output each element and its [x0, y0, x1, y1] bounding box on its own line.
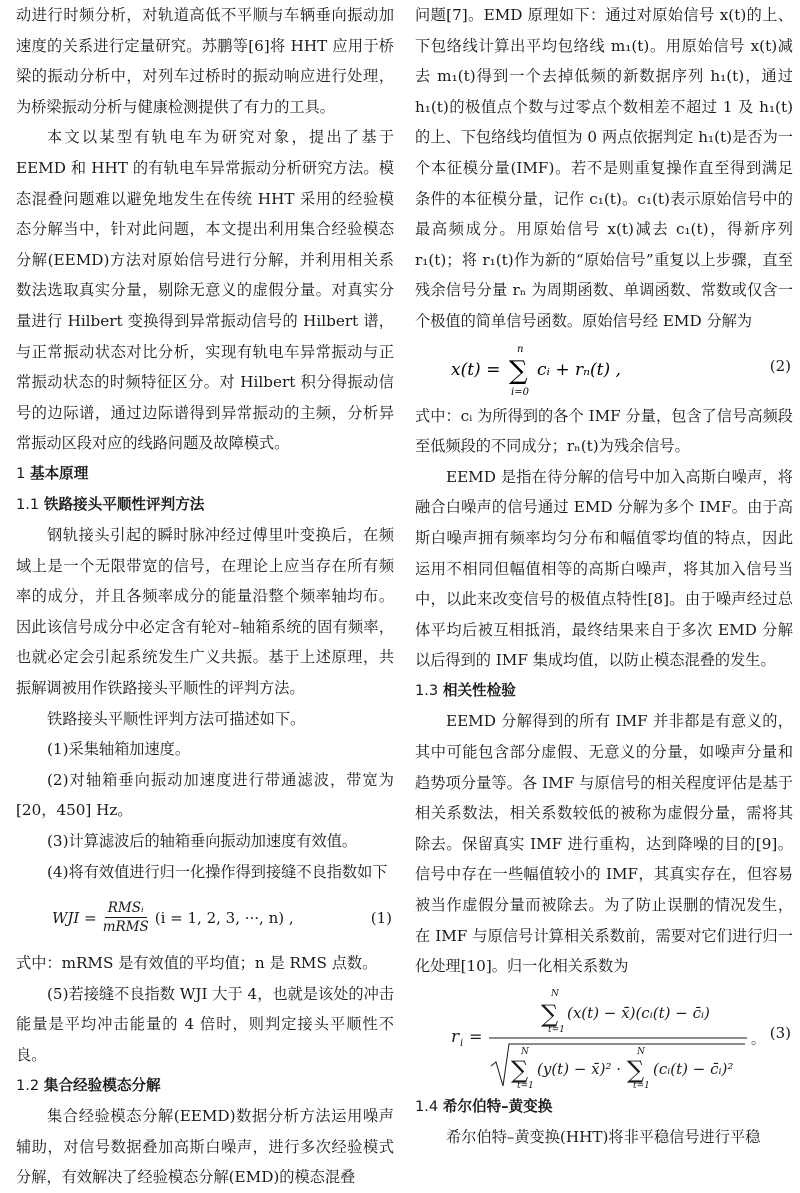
subsection-title: 希尔伯特–黄变换	[442, 1097, 553, 1115]
svg-text:t=1: t=1	[517, 1080, 534, 1091]
equation-2	[415, 337, 793, 401]
equation-2-sum-upper: n	[517, 343, 524, 355]
equation-2-lhs: x(t) =	[451, 359, 501, 380]
svg-text:N: N	[551, 988, 559, 999]
svg-text:t=1: t=1	[548, 1024, 565, 1035]
equation-2-body: cᵢ + rₙ(t) ,	[537, 359, 621, 380]
equation-2-number: (2)	[769, 356, 791, 375]
subsection-number: 1.3	[415, 681, 439, 699]
section-heading-1	[16, 459, 394, 490]
equation-2-sigma: ∑	[509, 355, 528, 386]
section-heading-1-1	[16, 490, 394, 521]
left-column	[16, 0, 394, 1193]
list-item-3: (3)计算滤波后的轴箱垂向振动加速度有效值。	[47, 832, 358, 851]
equation-1	[16, 887, 394, 948]
equation-1-numerator: RMSᵢ	[105, 900, 147, 918]
subsection-title: 集合经验模态分解	[43, 1076, 161, 1094]
subsection-title: 铁路接头平顺性评判方法	[43, 495, 205, 513]
equation-1-fraction	[100, 900, 152, 935]
equation-1-denominator: mRMS	[102, 919, 149, 936]
svg-text:N: N	[637, 1046, 645, 1057]
equation-3-number: (3)	[769, 1023, 791, 1042]
equation-3-graphic	[451, 982, 765, 1092]
paragraph-correlation-test: EEMD 分解得到的所有 IMF 并非都是有意义的，其中可能包含部分虚假、无意义的分量，如噪声分量和趋势项分量等。各 IMF 与原信号的相关程度评估是基于相关系数法，相关系数较低的被称为虚假分量，需将其除去。保留真实 IMF 进行重构，达到降噪的目的[9]。信号中存在一些幅值较小的 IMF，其真实存在，但容易被当作虚假分量而被除去。为了防止误删的情况发生，在 IMF 与原信号计算相关系数前，需要对它们进行归一化处理[10]。归一化相关系数为	[415, 712, 793, 976]
paragraph-method-intro: 铁路接头平顺性评判方法可描述如下。	[47, 709, 306, 728]
svg-text:∑: ∑	[511, 1055, 529, 1084]
subsection-number: 1.4	[415, 1097, 439, 1115]
svg-text:i: i	[460, 1037, 464, 1049]
list-item-1: (1)采集轴箱加速度。	[47, 740, 191, 759]
svg-text:=: =	[469, 1026, 483, 1046]
intro-paragraph-continued: 动进行时频分析，对轨道高低不平顺与车辆垂向振动加速度的关系进行定量研究。苏鹏等[6]将 HHT 应用于桥梁的振动分析中，对列车过桥时的振动响应进行处理，为桥梁振动分析与健康检测提供了有力的工具。	[16, 6, 394, 116]
svg-text:∑: ∑	[541, 999, 559, 1028]
equation-2-note: 式中：cᵢ 为所得到的各个 IMF 分量，包含了信号高频段至低频段的不同成分；rₙ(t)为残余信号。	[415, 406, 793, 456]
equation-2-graphic	[451, 337, 751, 401]
equation-1-expression	[52, 887, 294, 948]
equation-2-sum-lower: i=0	[511, 386, 529, 398]
subsection-number: 1.2	[16, 1076, 40, 1094]
section-heading-1-2	[16, 1071, 394, 1102]
svg-text:(cᵢ(t) − c̄ᵢ)²: (cᵢ(t) − c̄ᵢ)²	[653, 1059, 734, 1078]
equation-1-lhs: WJI =	[52, 908, 97, 927]
svg-text:(x(t) − x̄)(cᵢ(t) − c̄ᵢ): (x(t) − x̄)(cᵢ(t) − c̄ᵢ)	[567, 1003, 710, 1022]
paragraph-emd-principle: 问题[7]。EMD 原理如下：通过对原始信号 x(t)的上、下包络线计算出平均包络线 m₁(t)。用原始信号 x(t)减去 m₁(t)得到一个去掉低频的新数据序列 h₁(t)，通过 h₁(t)的极值点个数与过零点个数相差不超过 1 及 h₁(t)的上、下包络线均值恒为 0 两点依据判定 h₁(t)是否为一个本征模分量(IMF)。若不是则重复操作直至得到满足条件的本征模分量，记作 c₁(t)。c₁(t)表示原始信号中的最高频成分。用原始信号 x(t)减去 c₁(t)，得新序列 r₁(t)；将 r₁(t)作为新的“原始信号”重复以上步骤，直至残余信号分量 rₙ 为周期函数、单调函数、常数或仅含一个极值的简单信号函数。原始信号经 EMD 分解为	[415, 6, 793, 330]
list-item-4: (4)将有效值进行归一化操作得到接缝不良指数如下	[47, 862, 388, 881]
section-number: 1	[16, 464, 26, 482]
svg-text:(y(t) − x̄)² ·: (y(t) − x̄)² ·	[537, 1059, 622, 1078]
intro-paragraph-method: 本文以某型有轨电车为研究对象，提出了基于 EEMD 和 HHT 的有轨电车异常振动分析研究方法。模态混叠问题难以避免地发生在传统 HHT 采用的经验模态分解当中，针对此问题，本文提出利用集合经验模态分解(EEMD)方法对原始信号进行分解，并利用相关系数法选取真实分量，剔除无意义的虚假分量。对真实分量进行 Hilbert 变换得到异常振动信号的 Hilbert 谱，与正常振动状态对比分析，实现有轨电车异常振动与正常振动状态的时频特征区分。对 Hilbert 积分得振动信号的边际谱，通过边际谱得到异常振动的主频，分析异常振动区段对应的线路问题及故障模式。	[16, 128, 394, 453]
list-item-5: (5)若接缝不良指数 WJI 大于 4，也就是该处的冲击能量是平均冲击能量的 4 倍时，则判定接头平顺性不良。	[16, 984, 394, 1064]
svg-text:t=1: t=1	[633, 1080, 650, 1091]
paragraph-hht-intro: 希尔伯特–黄变换(HHT)将非平稳信号进行平稳	[446, 1128, 761, 1147]
equation-1-note: 式中：mRMS 是有效值的平均值；n 是 RMS 点数。	[16, 954, 378, 973]
list-item-2: (2)对轴箱垂向振动加速度进行带通滤波，带宽为[20，450] Hz。	[16, 770, 394, 820]
subsection-number: 1.1	[16, 495, 40, 513]
equation-1-condition: (i = 1, 2, 3, ···, n) ,	[154, 908, 294, 927]
paragraph-eemd-principle: EEMD 是指在待分解的信号中加入高斯白噪声，将融合白噪声的信号通过 EMD 分解为多个 IMF。由于高斯白噪声拥有频率均匀分布和幅值零均值的特点，因此运用不相同但幅值相等的高斯白噪声，将其加入信号当中，以此来改变信号的极值点特性[8]。由于噪声经过总体平均后被互相抵消，最终结果来自于多次 EMD 分解以后得到的 IMF 集成均值，以防止模态混叠的发生。	[415, 467, 793, 670]
paragraph-joint-principle: 钢轨接头引起的瞬时脉冲经过傅里叶变换后，在频域上是一个无限带宽的信号，在理论上应当存在所有频率的成分，并且各频率成分的能量沿整个频率轴均布。因此该信号成分中必定含有轮对–轴箱系统的固有频率，也就必定会引起系统发生广义共振。基于上述原理，共振解调被用作铁路接头平顺性的评判方法。	[16, 526, 394, 698]
equation-1-number: (1)	[370, 908, 392, 927]
paragraph-eemd-intro: 集合经验模态分解(EEMD)数据分析方法运用噪声辅助，对信号数据叠加高斯白噪声，进行多次经验模式分解，有效解决了经验模态分解(EMD)的模态混叠	[16, 1107, 394, 1187]
section-heading-1-3	[415, 676, 793, 707]
svg-text:。: 。	[751, 1031, 765, 1048]
section-heading-1-4	[415, 1092, 793, 1123]
svg-text:N: N	[521, 1046, 529, 1057]
section-title: 基本原理	[29, 464, 89, 482]
svg-text:r: r	[451, 1026, 460, 1047]
svg-text:∑: ∑	[627, 1055, 645, 1084]
subsection-title: 相关性检验	[442, 681, 516, 699]
right-column	[415, 0, 793, 1153]
equation-3	[415, 982, 793, 1092]
